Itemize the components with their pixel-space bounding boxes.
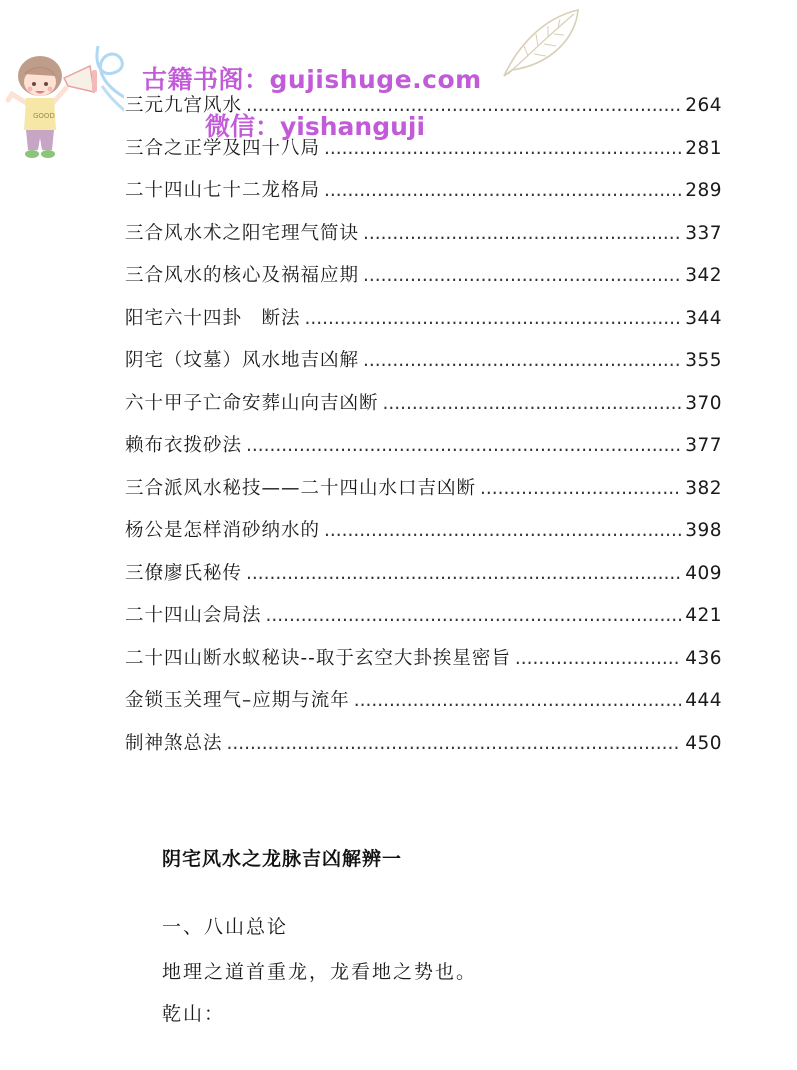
toc-leader-dots bbox=[324, 136, 681, 162]
toc-entry-page: 342 bbox=[685, 265, 722, 286]
watermark-wechat-text: 微信：yishanguji bbox=[205, 112, 426, 141]
toc-leader-dots bbox=[324, 518, 681, 544]
toc-entry-page: 398 bbox=[685, 520, 722, 541]
toc-leader-dots bbox=[266, 603, 682, 629]
toc-leader-dots bbox=[363, 263, 681, 289]
subheading: 一、八山总论 bbox=[162, 916, 289, 938]
toc-entry-title: 制神煞总法 bbox=[125, 732, 223, 754]
toc-entry-page: 444 bbox=[685, 690, 722, 711]
toc-entry[interactable] bbox=[125, 646, 722, 689]
toc-leader-dots bbox=[515, 646, 681, 672]
toc-leader-dots bbox=[383, 391, 682, 417]
toc-entry-page: 289 bbox=[685, 180, 722, 201]
table-of-contents bbox=[125, 93, 722, 773]
toc-entry[interactable] bbox=[125, 178, 722, 221]
toc-entry-page: 264 bbox=[685, 95, 722, 116]
leaf-watermark-icon bbox=[498, 6, 582, 80]
toc-entry-page: 409 bbox=[685, 562, 722, 584]
toc-entry-title: 二十四山断水蚁秘诀--取于玄空大卦挨星密旨 bbox=[125, 647, 511, 669]
toc-entry-page: 421 bbox=[685, 605, 722, 626]
toc-entry-title: 三僚廖氏秘传 bbox=[125, 562, 243, 584]
toc-entry[interactable] bbox=[125, 433, 722, 476]
body-paragraph: 乾山： bbox=[162, 1003, 226, 1025]
toc-entry-page: 355 bbox=[685, 350, 722, 371]
section-heading: 阴宅风水之龙脉吉凶解辨一 bbox=[162, 848, 403, 870]
watermark-site-text: 古籍书阁：gujishuge.com bbox=[142, 65, 482, 94]
body-paragraph: 地理之道首重龙，龙看地之势也。 bbox=[162, 961, 478, 983]
toc-leader-dots bbox=[246, 433, 681, 459]
toc-leader-dots bbox=[246, 93, 681, 119]
toc-entry[interactable] bbox=[125, 731, 722, 774]
toc-entry-title: 二十四山会局法 bbox=[125, 605, 262, 626]
toc-entry-page: 281 bbox=[685, 137, 722, 159]
svg-text:GOOD: GOOD bbox=[33, 112, 55, 120]
toc-leader-dots bbox=[363, 221, 681, 247]
toc-entry[interactable] bbox=[125, 391, 722, 434]
toc-entry-page: 370 bbox=[685, 392, 722, 414]
toc-leader-dots bbox=[227, 731, 682, 757]
toc-leader-dots bbox=[354, 688, 681, 714]
toc-entry-title: 赖布衣拨砂法 bbox=[125, 435, 243, 456]
toc-entry-page: 436 bbox=[685, 647, 722, 669]
toc-entry-page: 344 bbox=[685, 307, 722, 329]
toc-entry-title: 三合风水的核心及祸福应期 bbox=[125, 265, 360, 286]
toc-entry-title: 阴宅（坟墓）风水地吉凶解 bbox=[125, 350, 360, 371]
toc-entry[interactable] bbox=[125, 688, 722, 731]
toc-entry[interactable] bbox=[125, 306, 722, 349]
toc-entry[interactable] bbox=[125, 476, 722, 519]
toc-leader-dots bbox=[305, 306, 682, 332]
mascot-watermark-icon bbox=[6, 46, 124, 164]
toc-entry[interactable] bbox=[125, 518, 722, 561]
toc-entry-title: 金锁玉关理气–应期与流年 bbox=[125, 690, 350, 711]
toc-leader-dots bbox=[480, 476, 681, 502]
toc-entry[interactable] bbox=[125, 263, 722, 306]
toc-entry[interactable] bbox=[125, 603, 722, 646]
toc-entry-title: 六十甲子亡命安葬山向吉凶断 bbox=[125, 392, 379, 414]
toc-entry-title: 杨公是怎样消砂纳水的 bbox=[125, 520, 321, 541]
toc-entry[interactable] bbox=[125, 93, 722, 136]
toc-entry-page: 337 bbox=[685, 222, 722, 244]
toc-entry-title: 三元九宫风水 bbox=[125, 95, 243, 116]
toc-entry-title: 二十四山七十二龙格局 bbox=[125, 180, 321, 201]
toc-leader-dots bbox=[363, 348, 681, 374]
toc-entry-page: 377 bbox=[685, 435, 722, 456]
toc-entry-title: 三合之正学及四十八局 bbox=[125, 137, 321, 159]
toc-leader-dots bbox=[324, 178, 681, 204]
toc-entry-page: 382 bbox=[685, 477, 722, 499]
toc-entry[interactable] bbox=[125, 136, 722, 179]
toc-leader-dots bbox=[246, 561, 681, 587]
toc-entry-title: 三合派风水秘技——二十四山水口吉凶断 bbox=[125, 477, 477, 499]
toc-entry[interactable] bbox=[125, 221, 722, 264]
toc-entry-title: 阳宅六十四卦 断法 bbox=[125, 307, 301, 329]
toc-entry-page: 450 bbox=[685, 732, 722, 754]
toc-entry-title: 三合风水术之阳宅理气简诀 bbox=[125, 222, 360, 244]
toc-entry[interactable] bbox=[125, 561, 722, 604]
toc-entry[interactable] bbox=[125, 348, 722, 391]
